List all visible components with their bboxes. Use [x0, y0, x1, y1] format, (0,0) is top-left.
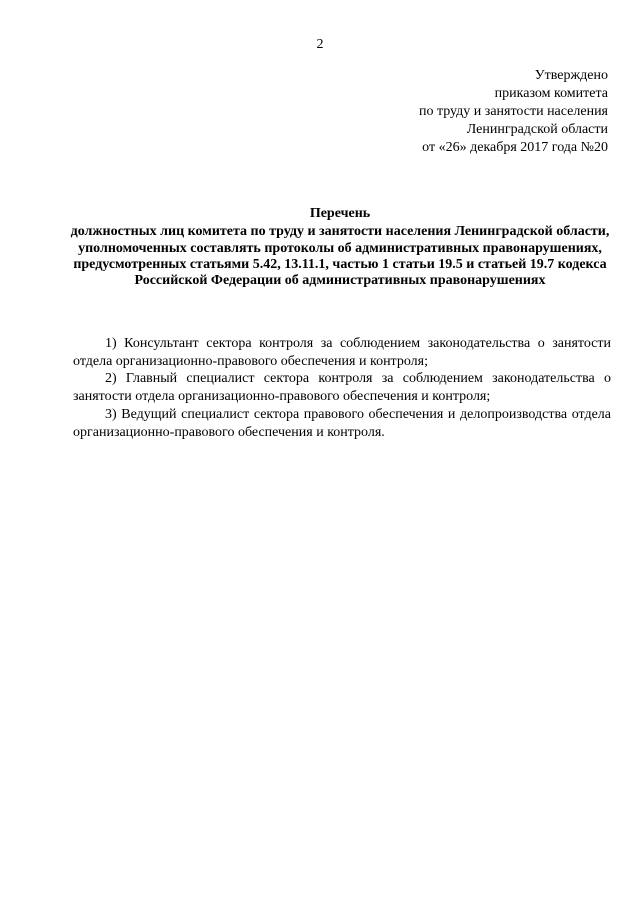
officials-list — [73, 335, 611, 441]
title-body: должностных лиц комитета по труду и занятости населения Ленинградской области, уполномоченных составлять протоколы об административных правонарушениях, предусмотренных статьями 5.42, 13.11.1, частью 1 статьи 19.5 и статьей 19.7 кодекса Российской Федерации об административных правонарушениях — [70, 224, 610, 289]
list-item: 1) Консультант сектора контроля за соблюдением законодательства о занятости отдела организационно-правового обеспечения и контроля; — [73, 336, 611, 369]
approval-stamp — [288, 67, 608, 157]
list-item: 3) Ведущий специалист сектора правового обеспечения и делопроизводства отдела организационно-правового обеспечения и контроля. — [73, 406, 611, 440]
approval-line: по труду и занятости населения — [418, 104, 608, 119]
document-title — [68, 206, 612, 289]
approval-line: от «26» декабря 2017 года №20 — [422, 140, 608, 155]
title-heading: Перечень — [309, 206, 371, 221]
approval-line: приказом комитета — [494, 86, 608, 101]
approval-line: Утверждено — [534, 68, 608, 83]
list-item: 2) Главный специалист сектора контроля за соблюдением законодательства о занятости отдела организационно-правового обеспечения и контроля; — [73, 371, 611, 405]
page-number: 2 — [316, 37, 324, 52]
approval-line: Ленинградской области — [466, 122, 608, 137]
